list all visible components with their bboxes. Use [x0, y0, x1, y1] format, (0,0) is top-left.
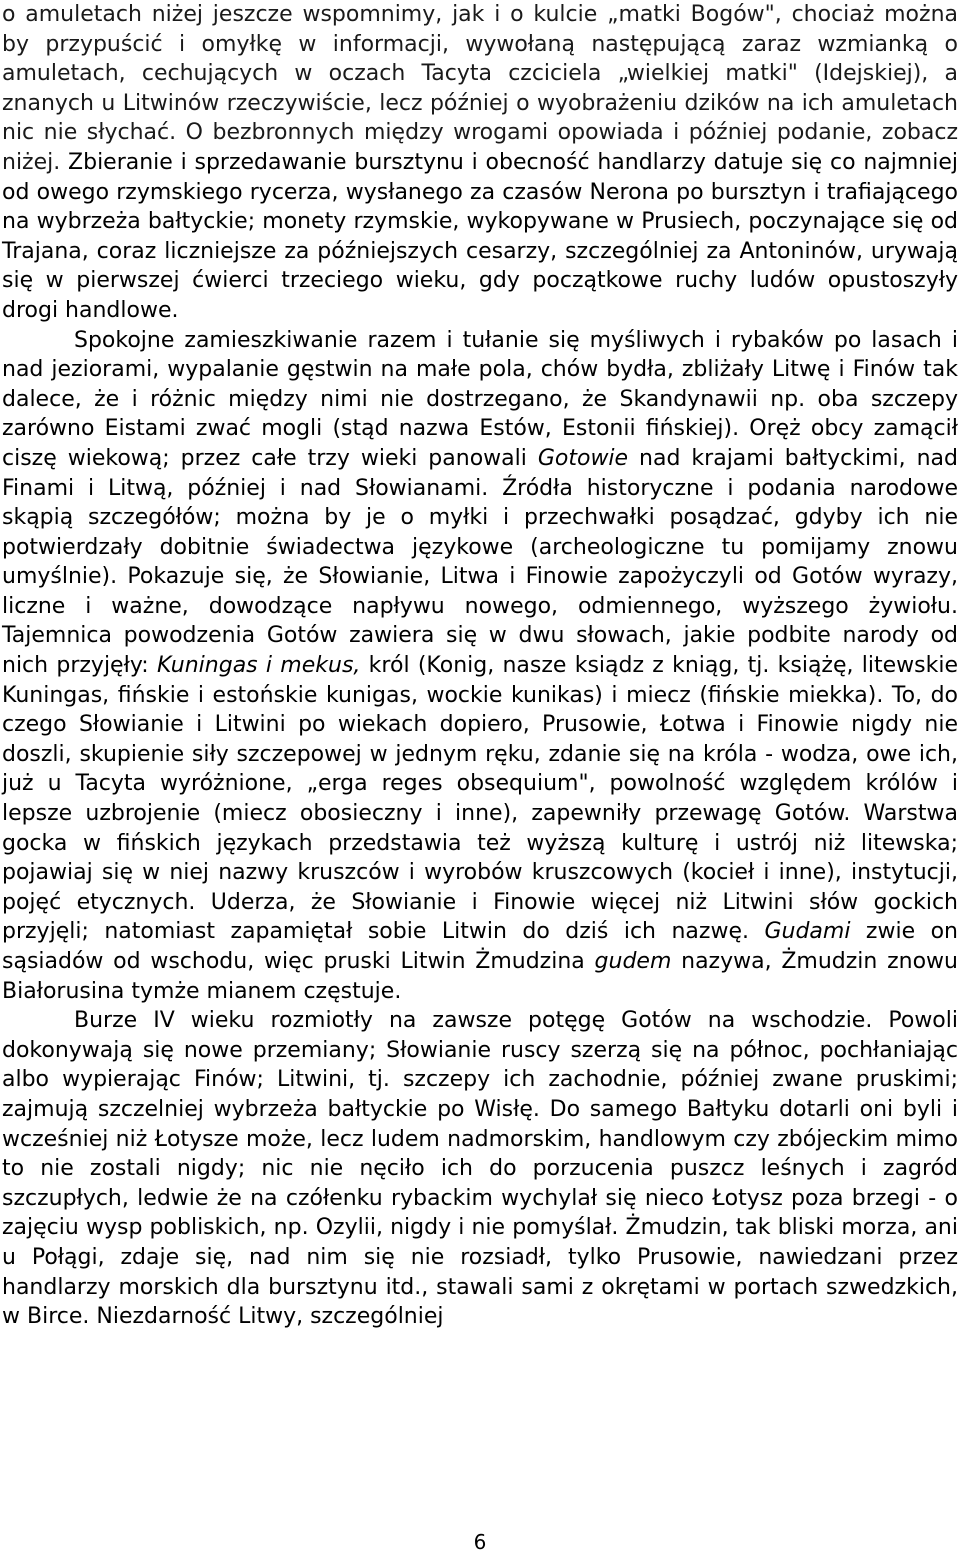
paragraph-1-part-a: o amuletach niżej jeszcze wspomnimy, jak i o kulcie „matki Bogów", chociaż można by przypuścić i omyłkę w informacji, wywołaną następującą zaraz wzmianką o amuletach, cechujących w oczach Tacyta czciciela „wielkiej matki" (Idejskiej), a znanych u Litwinów rzeczywiście, lecz później o wyobrażeniu dzików na ich amuletach nic nie słychać. O bezbronnych między wrogami opowiada i później podanie, zobacz niżej.: [2, 2, 958, 175]
paragraph-3-text: Burze IV wieku rozmiotły na zawsze potęgę Gotów na wschodzie. Powoli dokonywają się nowe przemiany; Słowianie ruscy szerzą się na północ, pochłaniając albo wypierając Finów; Litwini, tj. szczepy ich zachodnie, później zwane pruskimi; zajmują szczelniej wybrzeża bałtyckie po Wisłę. Do samego Bałtyku dotarli oni byli i wcześniej niż Łotysze może, lecz ludem nadmorskim, handlowym czy zbójeckim mimo to nie zostali nigdy; nic nie nęciło ich do porzucenia puszcz leśnych i zagród szczupłych, ledwie że na czółenku rybackim wychylał się nieco Łotysz poza brzegi - o zajęciu wysp pobliskich, np. Ozylii, nigdy i nie pomyślał. Żmudzin, tak bliski morza, ani u Połągi, zdaje się, nad nim się nie rozsiadł, tylko Prusowie, nawiedzani przez handlarzy morskich dla bursztynu itd., stawali sami z okrętami w portach szwedzkich, w Bircе. Niezdarność Litwy, szczególniej: [2, 1008, 958, 1330]
paragraph-2-part-b: nad krajami bałtyckimi, nad Finami i Litwą, później i nad Słowianami. Źródła historyczne i podania narodowe skąpią szczegółów; można by je o myłki i przechwałki posądzać, gdyby ich nie potwierdzały dobitnie świadectwa językowe (archeologiczne tu pomijamy znowu umyślnie). Pokazuje się, że Słowianie, Litwa i Finowie zapożyczyli od Gotów wyrazy, liczne i ważne, dowodzące napływu nowego, odmiennego, wyższego żywiołu. Tajemnica powodzenia Gotów zawiera się w dwu słowach, jakie podbite narody od nich przyjęły:: [2, 445, 959, 679]
italic-term-kuningas-mekus: Kuningas i mekus,: [156, 653, 361, 679]
italic-term-gudem: gudem: [594, 949, 672, 974]
paragraph-2-part-d: zwie on sąsiadów od wschodu, więc pruski Litwin Żmudzina: [2, 919, 959, 974]
body-text: [2, 0, 958, 1332]
paragraph-3: [2, 1006, 958, 1332]
page-number: 6: [473, 1530, 487, 1554]
paragraph-2-part-c: król (Konig, nasze ksiądz z kniąg, tj. książę, litewskie Kuningas, fińskie i estońskie kunigas, wockie kunikas) i miecz (fińskie miekka). To, do czego Słowianie i Litwini po wiekach dopiero, Prusowie, Łotwa i Finowie nigdy nie doszli, skupienie siły szczepowej w jednym ręku, zdanie się na króla - wodza, owe ich, już u Tacyta wyróżnione, „erga reges obsequium", powolność względem królów i lepsze uzbrojenie (miecz obosieczny i inne), zapewniły przewagę Gotów. Warstwa gocka w fińskich językach przedstawia też wyższą kulturę i ustrój niż litewska; pojawiaj się w niej nazwy kruszców i wyrobów kruszcowych (kocieł i inne), instytucji, pojęć etycznych. Uderza, że Słowianie i Finowie więcej niż Litwini słów gockich przyjęli; natomiast zapamiętał sobie Litwin do dziś ich nazwę.: [2, 653, 959, 945]
paragraph-2: [2, 326, 958, 1007]
paragraph-1-part-b: Zbieranie i sprzedawanie bursztynu i obecność handlarzy datuje się co najmniej od owego rzymskiego rycerza, wysłanego za czasów Nerona po bursztyn i trafiającego na wybrzeża bałtyckie; monety rzymskie, wykopywane w Prusiech, poczynające się od Trajana, coraz liczniejsze za późniejszych cesarzy, szczególniej za Antoninów, urywają się w pierwszej ćwierci trzeciego wieku, gdy początkowe ruchy ludów opustoszyły drogi handlowe.: [2, 149, 958, 323]
italic-term-gudami: Gudami: [764, 919, 851, 945]
paragraph-1: [2, 0, 958, 326]
paragraph-2-part-e: nazywa, Żmudzin znowu Białorusina tymże mianem częstuje.: [2, 949, 958, 1004]
paragraph-2-part-a: Spokojne zamieszkiwanie razem i tułanie się myśliwych i rybaków po lasach i nad jeziorami, wypalanie gęstwin na małe pola, chów bydła, zbliżały Litwę i Finów tak dalece, że i różnic między nimi nie dostrzegano, że Skandynawii np. oba szczepy zarówno Eistami zwać mogli (stąd nazwa Estów, Estonii fińskiej). Oręż obcy zamącił ciszę wiekową; przez całe trzy wieki panowali: [2, 327, 958, 471]
italic-term-gotowie: Gotowie: [537, 445, 629, 471]
